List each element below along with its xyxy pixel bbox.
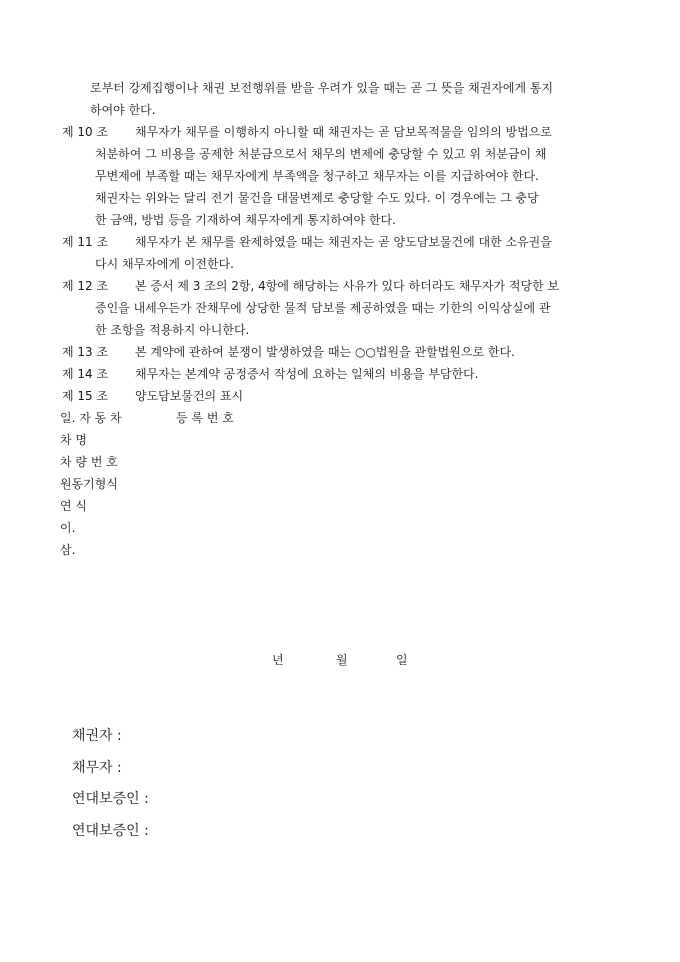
article-12-line-2: 증인을 내세우든가 잔채무에 상당한 물적 담보를 제공하였을 때는 기한의 이익상실에 관 [95, 301, 551, 315]
article-10-line-4: 채권자는 위와는 달리 전기 물건을 대물변제로 충당할 수도 있다. 이 경우에는 그 충당 [95, 191, 539, 205]
creditor-signature-label: 채권자 : [72, 728, 122, 744]
article-10-line-5: 한 금액, 방법 등을 기재하여 채무자에게 통지하여야 한다. [95, 213, 396, 227]
debtor-signature-label: 채무자 : [72, 760, 122, 776]
article-11-line-1: 채무자가 본 채무를 완제하였을 때는 채권자는 곧 양도담보물건에 대한 소유권을 [135, 235, 552, 249]
vehicle-number-label: 차 량 번 호 [60, 455, 118, 469]
article-12-line-1: 본 증서 제 3 조의 2항, 4항에 해당하는 사유가 있다 하더라도 채무자가 적당한 보 [135, 279, 560, 293]
article-10-line-2: 처분하여 그 비용을 공제한 처분금으로서 채무의 변제에 충당할 수 있고 위 처분금이 채 [95, 147, 547, 161]
article-10-line-3: 무변제에 부족할 때는 채무자에게 부족액을 청구하고 채무자는 이를 지급하여야 한다. [95, 169, 539, 183]
article-12-number: 제 12 조 [62, 279, 109, 293]
article-12-line-3: 한 조항을 적용하지 아니한다. [95, 323, 250, 337]
collateral-item-2-label: 이. [60, 521, 76, 535]
registration-number-label: 등 록 번 호 [176, 411, 234, 425]
model-year-label: 연 식 [60, 499, 87, 513]
date-day-label: 일 [396, 653, 408, 667]
article-15-number: 제 15 조 [62, 389, 109, 403]
article-15-line-1: 양도담보물건의 표시 [135, 389, 244, 403]
article-11-number: 제 11 조 [62, 235, 109, 249]
collateral-item-1-label: 일. 자 동 차 [60, 411, 122, 425]
article-13-line-1: 본 계약에 관하여 분쟁이 발생하였을 때는 ○○법원을 관할법원으로 한다. [135, 345, 515, 359]
article-10-line-1: 채무자가 채무를 이행하지 아니할 때 채권자는 곧 담보목적물을 임의의 방법으로 [135, 125, 552, 139]
article-10-number: 제 10 조 [62, 125, 109, 139]
article-14-line-1: 채무자는 본계약 공정증서 작성에 요하는 일체의 비용을 부담한다. [135, 367, 479, 381]
car-name-label: 차 명 [60, 433, 87, 447]
date-month-label: 월 [336, 653, 348, 667]
engine-type-label: 원동기형식 [60, 477, 118, 491]
collateral-item-3-label: 삼. [60, 543, 76, 557]
guarantor-1-signature-label: 연대보증인 : [72, 791, 149, 807]
article-13-number: 제 13 조 [62, 345, 109, 359]
article-14-number: 제 14 조 [62, 367, 109, 381]
article-11-line-2: 다시 채무자에게 이전한다. [95, 257, 234, 271]
intro-line-2: 하여야 한다. [90, 103, 156, 117]
date-year-label: 년 [272, 653, 284, 667]
intro-line-1: 로부터 강제집행이나 채권 보전행위를 받을 우려가 있을 때는 곧 그 뜻을 채권자에게 통지 [90, 81, 554, 95]
guarantor-2-signature-label: 연대보증인 : [72, 823, 149, 839]
